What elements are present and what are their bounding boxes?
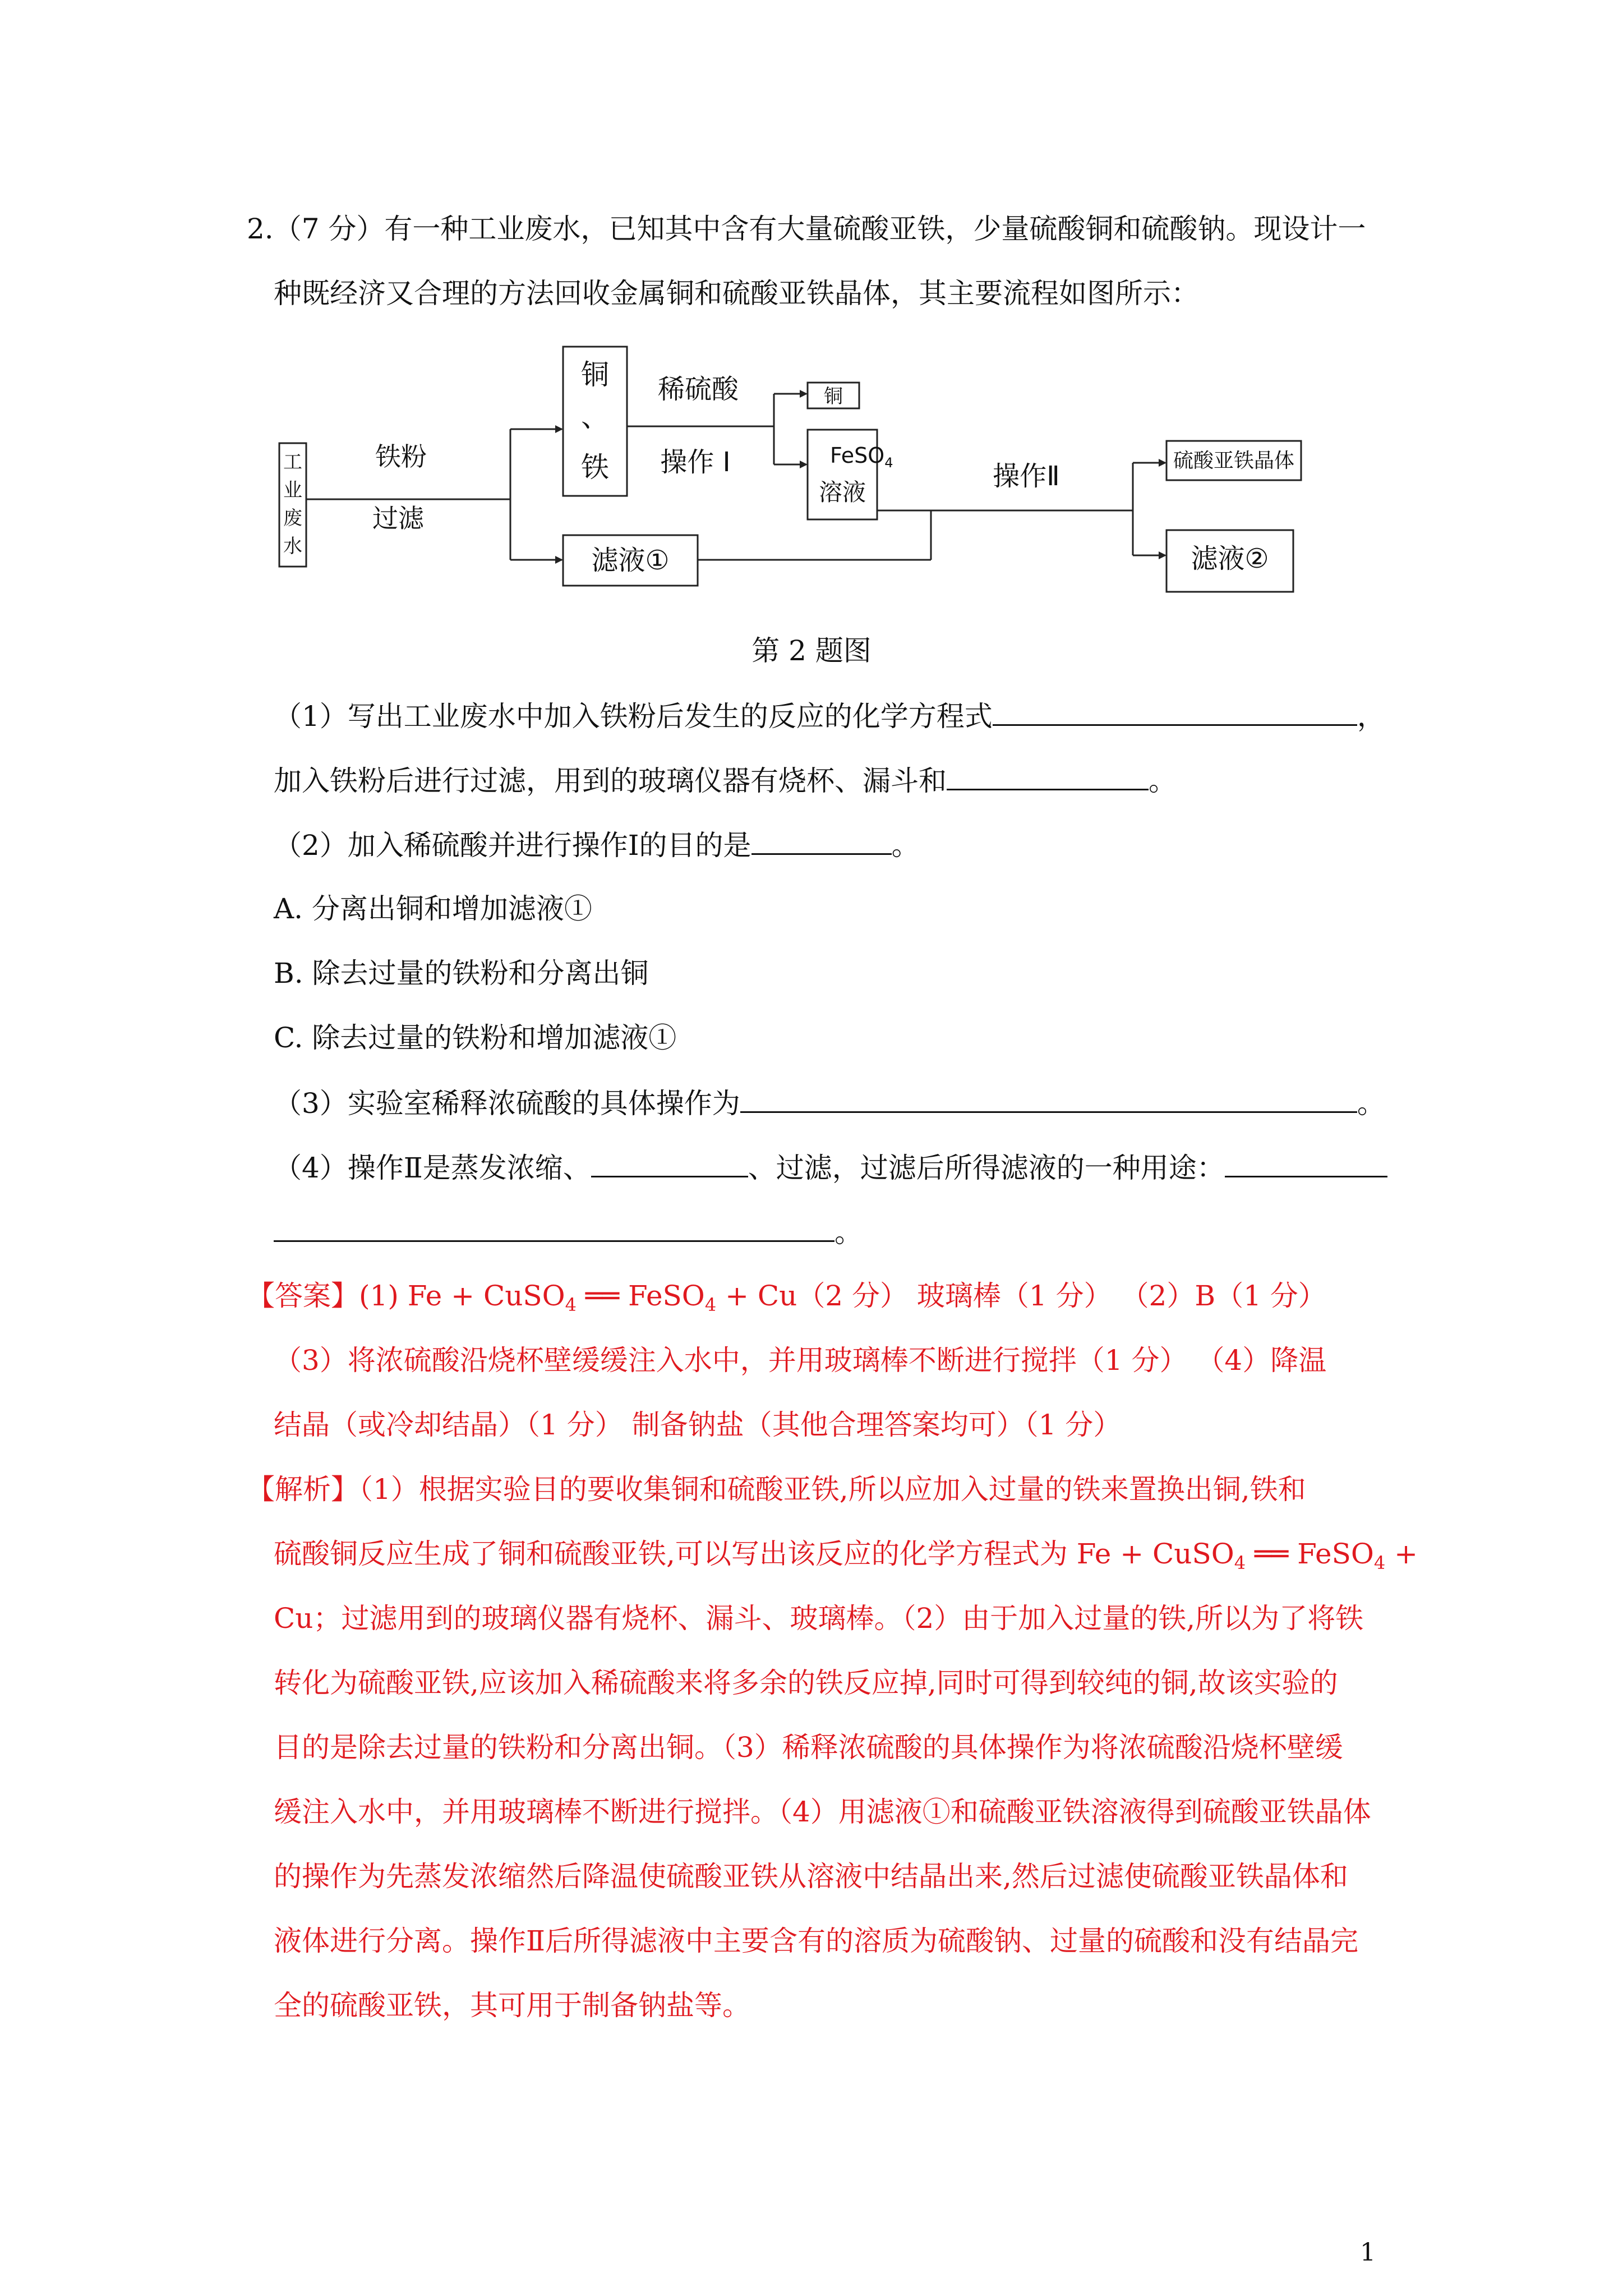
q4-line2: 。 xyxy=(274,1214,863,1249)
operation1-label: 操作 I xyxy=(660,447,731,478)
analysis-line7: 的操作为先蒸发浓缩然后降温使硫酸亚铁从溶液中结晶出来,然后过滤使硫酸亚铁晶体和 xyxy=(274,1860,1348,1893)
analysis-line9: 全的硫酸亚铁，其可用于制备钠盐等。 xyxy=(274,1989,750,2022)
analysis-line1: 【解析】（1）根据实验目的要收集铜和硫酸亚铁,所以应加入过量的铁来置换出铜,铁和 xyxy=(247,1473,1306,1506)
analysis-line6: 缓注入水中，并用玻璃棒不断进行搅拌。（4）用滤液①和硫酸亚铁溶液得到硫酸亚铁晶体 xyxy=(274,1796,1371,1828)
filtrate1-label: 滤液① xyxy=(591,545,670,576)
analysis-line4: 转化为硫酸亚铁,应该加入稀硫酸来将多余的铁反应掉,同时可得到较纯的铜,故该实验的 xyxy=(274,1667,1338,1699)
operation2-label: 操作Ⅱ xyxy=(993,461,1060,492)
copper-iron-char-1: 铜 xyxy=(581,358,609,391)
question-intro-line2: 种既经济又合理的方法回收金属铜和硫酸亚铁晶体，其主要流程如图所示： xyxy=(274,277,1199,310)
answer-line1: 【答案】(1) Fe + CuSO$_4$ ══ FeSO$_4$ + Cu（2 分） 玻璃棒（1 分） （2）B（1 分） xyxy=(247,1280,1326,1315)
waste-water-char-1: 工 xyxy=(283,451,302,473)
filtrate2-label: 滤液② xyxy=(1191,543,1269,574)
process-flowchart xyxy=(269,337,1335,600)
analysis-line5: 目的是除去过量的铁粉和分离出铜。（3）稀释浓硫酸的具体操作为将浓硫酸沿烧杯壁缓 xyxy=(274,1731,1343,1764)
waste-water-char-2: 业 xyxy=(283,479,302,501)
waste-water-char-3: 废 xyxy=(283,507,302,530)
feso4-label: FeSO$_4$ xyxy=(830,443,893,471)
crystal-label: 硫酸亚铁晶体 xyxy=(1173,449,1295,472)
option-c: C. 除去过量的铁粉和增加滤液① xyxy=(274,1022,677,1054)
filter-label: 过滤 xyxy=(372,503,424,533)
copper-iron-char-3: 铁 xyxy=(581,451,609,484)
q4-line1: （4）操作Ⅱ是蒸发浓缩、 、过滤，过滤后所得滤液的一种用途： xyxy=(274,1150,1387,1185)
q1-line2: 加入铁粉后进行过滤，用到的玻璃仪器有烧杯、漏斗和 。 xyxy=(274,763,1177,798)
q2-line: （2）加入稀硫酸并进行操作Ⅰ的目的是 。 xyxy=(274,827,920,862)
q3-line: （3）实验室稀释浓硫酸的具体操作为 。 xyxy=(274,1085,1385,1120)
answer-line2: （3）将浓硫酸沿烧杯壁缓缓注入水中，并用玻璃棒不断进行搅拌（1 分） （4）降温 xyxy=(274,1344,1327,1377)
figure-caption: 第 2 题图 xyxy=(751,634,872,667)
solution-label: 溶液 xyxy=(818,478,866,506)
option-b: B. 除去过量的铁粉和分离出铜 xyxy=(274,957,649,990)
page-number: 1 xyxy=(1360,2238,1376,2267)
iron-powder-label: 铁粉 xyxy=(375,441,427,472)
question-intro-line1: 2.（7 分）有一种工业废水，已知其中含有大量硫酸亚铁，少量硫酸铜和硫酸钠。现设计一 xyxy=(247,213,1366,245)
answer-line3: 结晶（或冷却结晶）（1 分） 制备钠盐（其他合理答案均可）（1 分） xyxy=(274,1409,1122,1441)
dilute-acid-label: 稀硫酸 xyxy=(657,374,739,405)
copper-label: 铜 xyxy=(824,385,843,408)
copper-iron-char-2: 、 xyxy=(581,401,609,433)
waste-water-char-4: 水 xyxy=(283,535,302,558)
analysis-line8: 液体进行分离。操作Ⅱ后所得滤液中主要含有的溶质为硫酸钠、过量的硫酸和没有结晶完 xyxy=(274,1925,1358,1957)
analysis-line2: 硫酸铜反应生成了铜和硫酸亚铁,可以写出该反应的化学方程式为 Fe + CuSO$_4$ ══ FeSO$_4$ + xyxy=(274,1538,1418,1573)
option-a: A. 分离出铜和增加滤液① xyxy=(274,892,592,925)
analysis-line3: Cu；过滤用到的玻璃仪器有烧杯、漏斗、玻璃棒。（2）由于加入过量的铁,所以为了将铁 xyxy=(274,1602,1364,1635)
q1-line1: （1）写出工业废水中加入铁粉后发生的反应的化学方程式 ， xyxy=(274,698,1385,733)
